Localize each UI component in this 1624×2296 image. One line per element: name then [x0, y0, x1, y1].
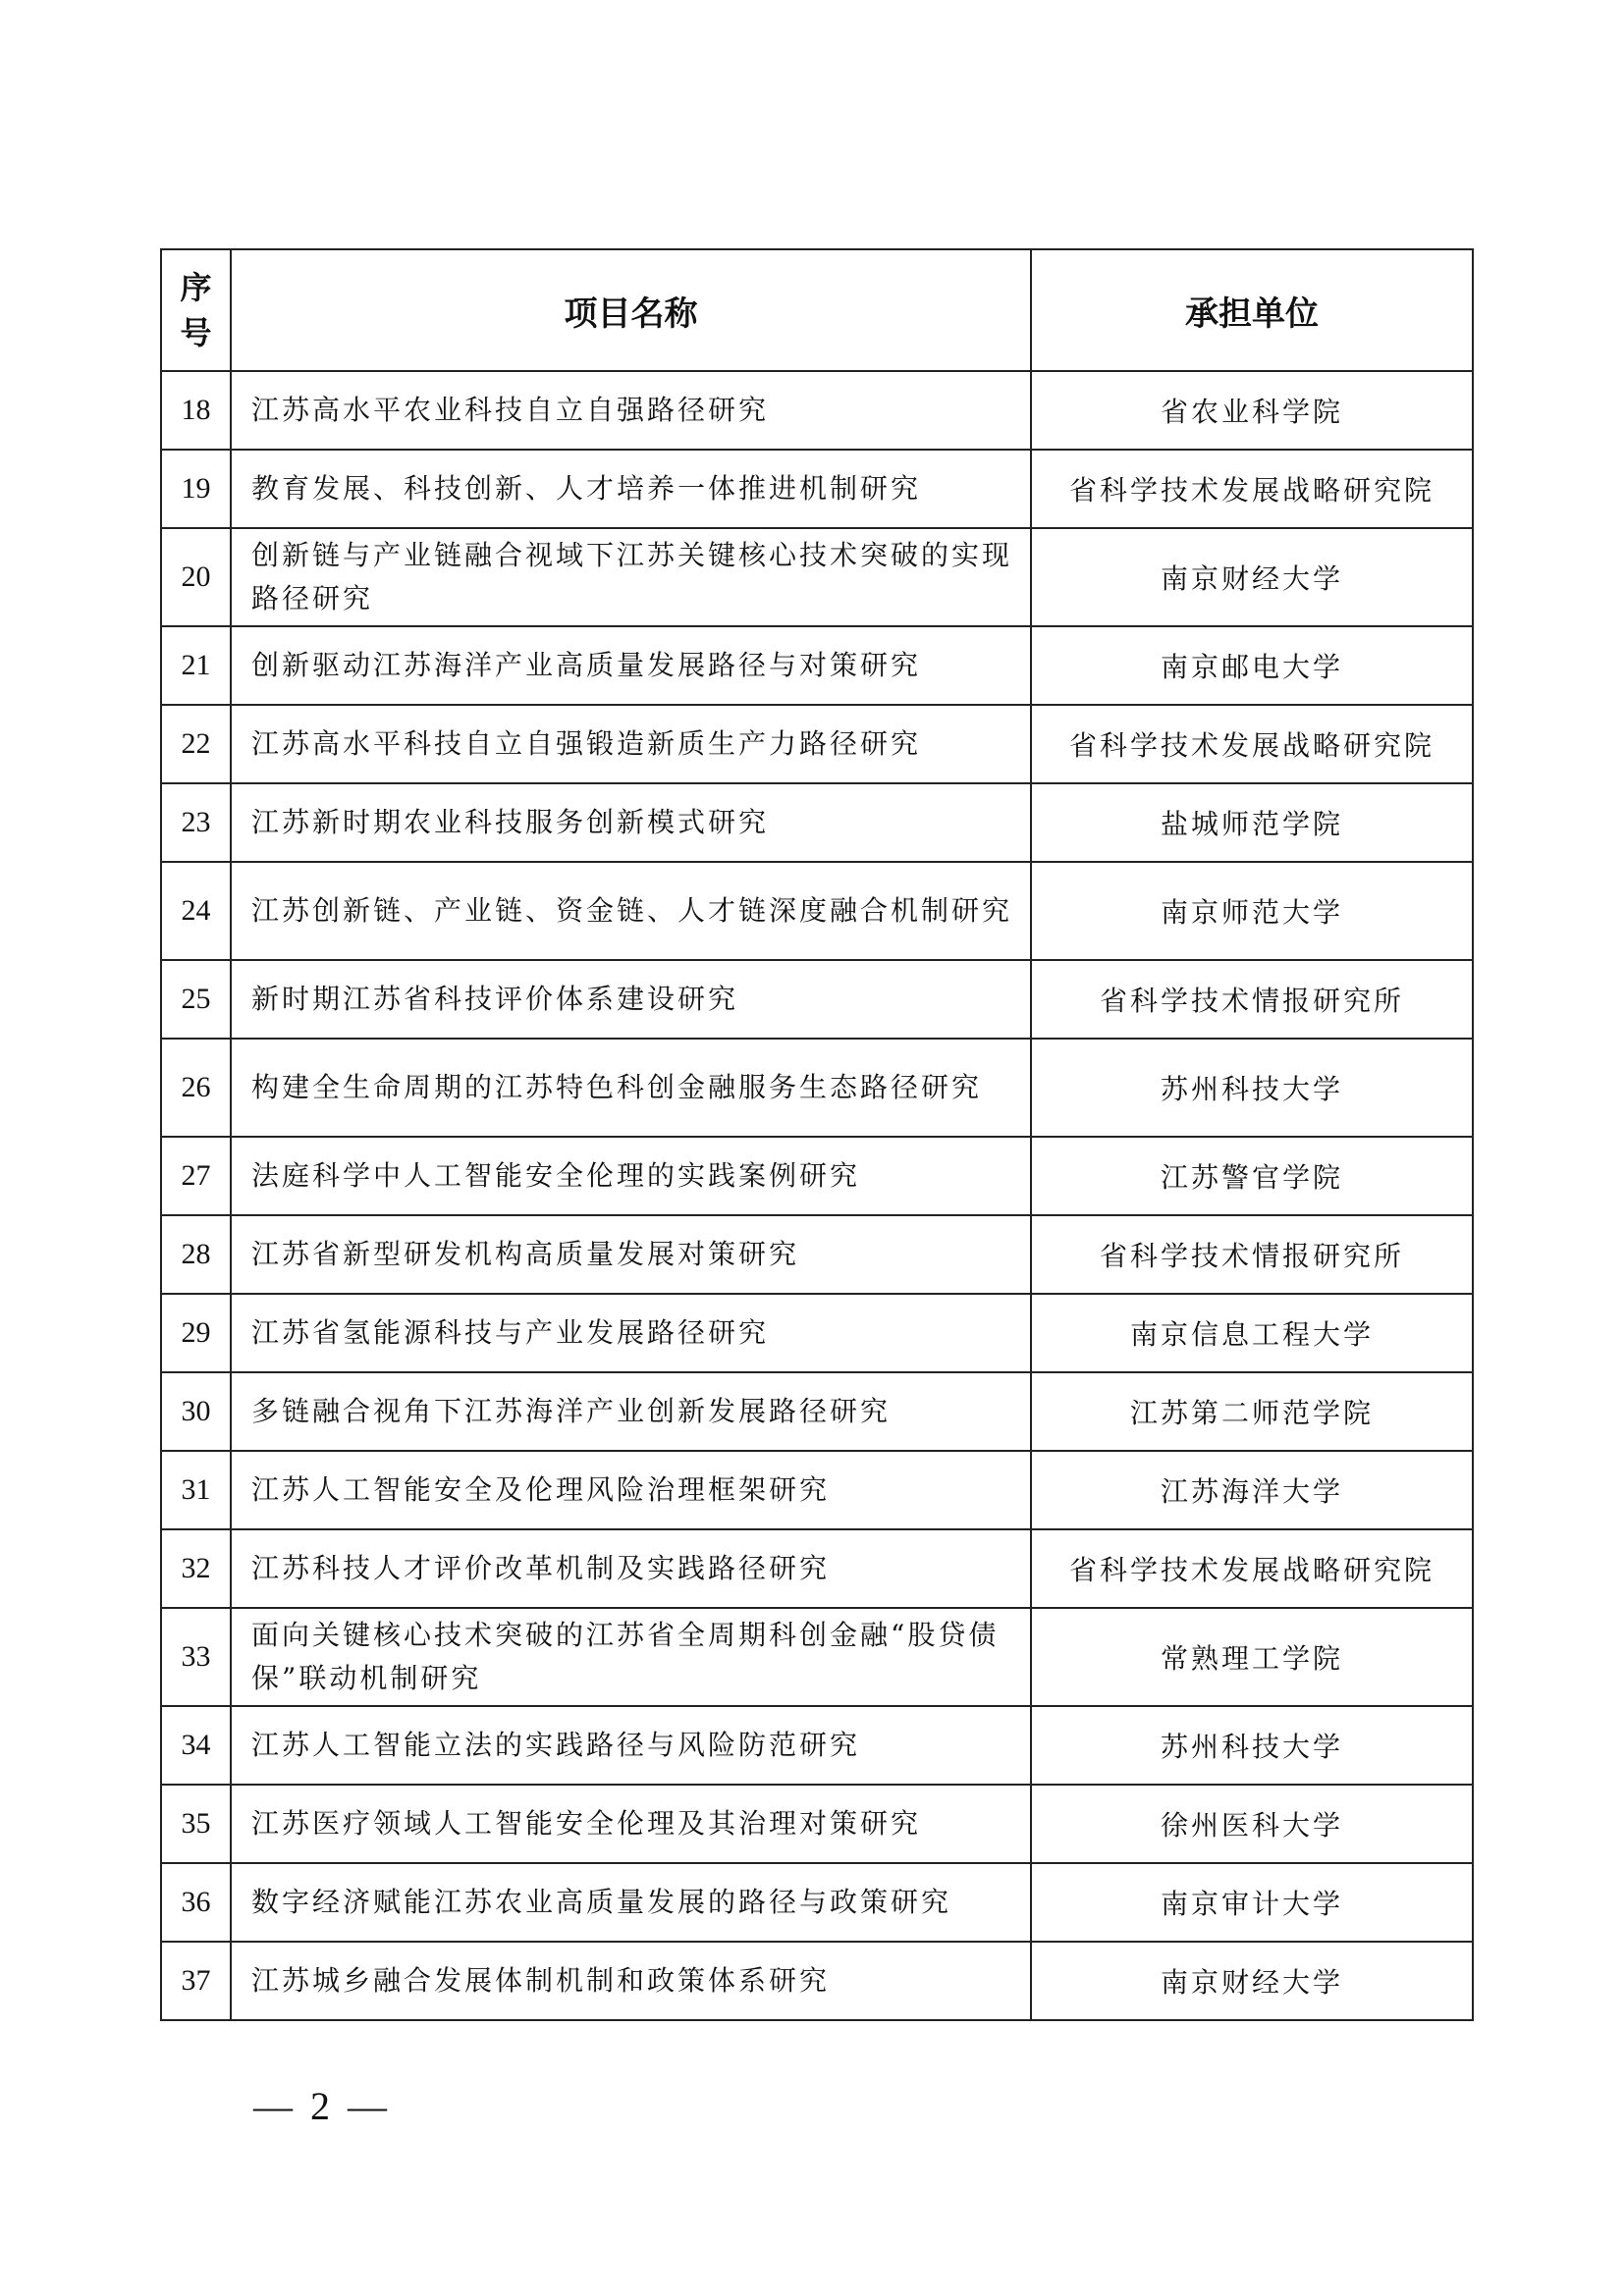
row-number: 28: [161, 1215, 231, 1294]
undertaking-unit: 省科学技术情报研究所: [1031, 1215, 1473, 1294]
table-row: [161, 1863, 1473, 1942]
project-name: 创新驱动江苏海洋产业高质量发展路径与对策研究: [231, 626, 1031, 705]
table-row: [161, 1039, 1473, 1137]
table-row: [161, 626, 1473, 705]
undertaking-unit: 盐城师范学院: [1031, 783, 1473, 862]
project-name: 江苏人工智能立法的实践路径与风险防范研究: [231, 1706, 1031, 1785]
row-number: 34: [161, 1706, 231, 1785]
row-number: 27: [161, 1137, 231, 1215]
undertaking-unit: 江苏第二师范学院: [1031, 1372, 1473, 1451]
table-row: [161, 1706, 1473, 1785]
project-name: 江苏省新型研发机构高质量发展对策研究: [231, 1215, 1031, 1294]
project-name: 法庭科学中人工智能安全伦理的实践案例研究: [231, 1137, 1031, 1215]
table-row: [161, 862, 1473, 960]
undertaking-unit: 南京邮电大学: [1031, 626, 1473, 705]
table-row: [161, 1451, 1473, 1529]
project-name: 江苏科技人才评价改革机制及实践路径研究: [231, 1529, 1031, 1608]
undertaking-unit: 江苏警官学院: [1031, 1137, 1473, 1215]
row-number: 33: [161, 1608, 231, 1706]
undertaking-unit: 苏州科技大学: [1031, 1039, 1473, 1137]
table-row: [161, 705, 1473, 783]
header-project-name: 项目名称: [231, 249, 1031, 371]
table-row: [161, 783, 1473, 862]
undertaking-unit: 南京财经大学: [1031, 528, 1473, 626]
header-unit: 承担单位: [1031, 249, 1473, 371]
undertaking-unit: 常熟理工学院: [1031, 1608, 1473, 1706]
project-name: 数字经济赋能江苏农业高质量发展的路径与政策研究: [231, 1863, 1031, 1942]
project-name: 构建全生命周期的江苏特色科创金融服务生态路径研究: [231, 1039, 1031, 1137]
row-number: 31: [161, 1451, 231, 1529]
row-number: 21: [161, 626, 231, 705]
project-name: 江苏高水平科技自立自强锻造新质生产力路径研究: [231, 705, 1031, 783]
table-row: [161, 1529, 1473, 1608]
project-name: 新时期江苏省科技评价体系建设研究: [231, 960, 1031, 1039]
undertaking-unit: 南京师范大学: [1031, 862, 1473, 960]
page-number: — 2 —: [253, 2084, 391, 2128]
undertaking-unit: 省科学技术发展战略研究院: [1031, 1529, 1473, 1608]
row-number: 26: [161, 1039, 231, 1137]
row-number: 23: [161, 783, 231, 862]
project-name: 江苏创新链、产业链、资金链、人才链深度融合机制研究: [231, 862, 1031, 960]
undertaking-unit: 南京审计大学: [1031, 1863, 1473, 1942]
table-row: [161, 371, 1473, 450]
undertaking-unit: 徐州医科大学: [1031, 1785, 1473, 1863]
row-number: 32: [161, 1529, 231, 1608]
undertaking-unit: 南京财经大学: [1031, 1942, 1473, 2020]
header-no: [161, 249, 231, 371]
row-number: 30: [161, 1372, 231, 1451]
undertaking-unit: 省农业科学院: [1031, 371, 1473, 450]
undertaking-unit: 省科学技术情报研究所: [1031, 960, 1473, 1039]
table-row: [161, 960, 1473, 1039]
project-name: 江苏新时期农业科技服务创新模式研究: [231, 783, 1031, 862]
project-name: 多链融合视角下江苏海洋产业创新发展路径研究: [231, 1372, 1031, 1451]
row-number: 25: [161, 960, 231, 1039]
table-row: [161, 1608, 1473, 1706]
undertaking-unit: 江苏海洋大学: [1031, 1451, 1473, 1529]
project-name: 江苏医疗领域人工智能安全伦理及其治理对策研究: [231, 1785, 1031, 1863]
table-row: [161, 1137, 1473, 1215]
undertaking-unit: 省科学技术发展战略研究院: [1031, 705, 1473, 783]
project-name: 江苏省氢能源科技与产业发展路径研究: [231, 1294, 1031, 1372]
row-number: 37: [161, 1942, 231, 2020]
project-name: 面向关键核心技术突破的江苏省全周期科创金融“股贷债保”联动机制研究: [231, 1608, 1031, 1706]
project-name: 江苏人工智能安全及伦理风险治理框架研究: [231, 1451, 1031, 1529]
row-number: 19: [161, 450, 231, 528]
row-number: 35: [161, 1785, 231, 1863]
undertaking-unit: 苏州科技大学: [1031, 1706, 1473, 1785]
table-row: [161, 1294, 1473, 1372]
row-number: 29: [161, 1294, 231, 1372]
table-row: [161, 450, 1473, 528]
project-name: 创新链与产业链融合视域下江苏关键核心技术突破的实现路径研究: [231, 528, 1031, 626]
row-number: 18: [161, 371, 231, 450]
table-row: [161, 1942, 1473, 2020]
project-name: 教育发展、科技创新、人才培养一体推进机制研究: [231, 450, 1031, 528]
project-name: 江苏高水平农业科技自立自强路径研究: [231, 371, 1031, 450]
row-number: 22: [161, 705, 231, 783]
undertaking-unit: 省科学技术发展战略研究院: [1031, 450, 1473, 528]
row-number: 36: [161, 1863, 231, 1942]
header-no-char-2: 号: [180, 314, 212, 351]
row-number: 24: [161, 862, 231, 960]
row-number: 20: [161, 528, 231, 626]
project-table: [160, 248, 1474, 2021]
table-header-row: [161, 249, 1473, 371]
table-row: [161, 528, 1473, 626]
table-row: [161, 1215, 1473, 1294]
header-no-char-1: 序: [180, 269, 212, 306]
undertaking-unit: 南京信息工程大学: [1031, 1294, 1473, 1372]
project-name: 江苏城乡融合发展体制机制和政策体系研究: [231, 1942, 1031, 2020]
table-row: [161, 1372, 1473, 1451]
table-row: [161, 1785, 1473, 1863]
